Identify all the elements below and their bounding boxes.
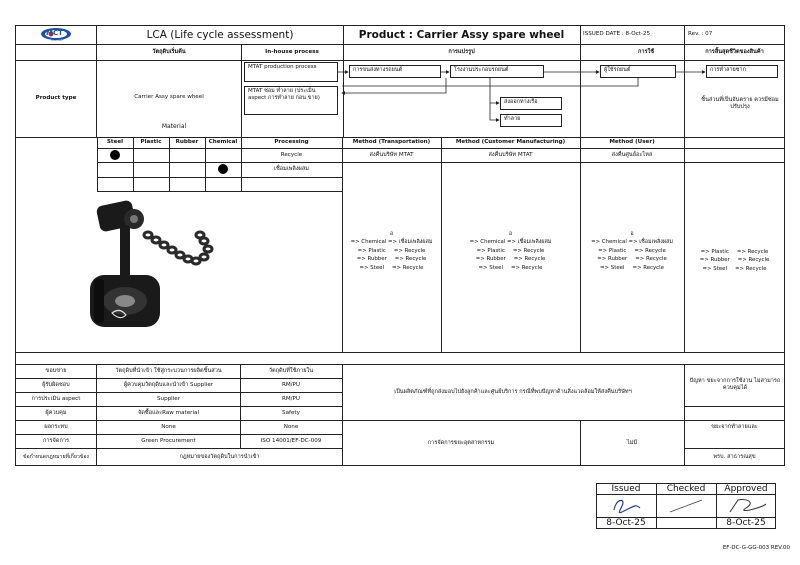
row-scope-label: ขอบข่าย bbox=[45, 367, 67, 374]
row-management-label: การจัดการ bbox=[43, 437, 69, 444]
lca-title: LCA (Life cycle assessment) bbox=[146, 29, 294, 41]
recycle-item: => Recycle bbox=[734, 265, 767, 272]
carrier-assy-picture bbox=[50, 195, 220, 345]
eol-material-list bbox=[684, 248, 785, 273]
rubber-item: => Rubber bbox=[356, 256, 387, 263]
chemical-weld-item: => Chemical => เชื่อมเพลิงผสม bbox=[469, 239, 552, 246]
list-mark: อ bbox=[508, 231, 513, 237]
method-header-user: Method (User) bbox=[609, 139, 655, 145]
approval-issued-header: Issued bbox=[611, 483, 641, 494]
method-header-transport: Method (Transportation) bbox=[352, 139, 431, 145]
approval-approved-date: 8-Oct-25 bbox=[726, 518, 766, 528]
product-type-label: Product type bbox=[35, 95, 77, 101]
steel-item: => Steel bbox=[478, 264, 503, 271]
methods-user-list bbox=[580, 230, 684, 272]
plastic-item: => Plastic bbox=[598, 247, 627, 254]
processing-recycle: Recycle bbox=[280, 151, 303, 158]
row-controller-label: ผู้ควบคุม bbox=[45, 409, 67, 416]
product-title: Product : Carrier Assy spare wheel bbox=[358, 29, 565, 41]
destroy-disposal-box: การทำลายซาก bbox=[706, 65, 778, 78]
row-aspect-label: การประเมิน aspect bbox=[31, 395, 81, 402]
recycle-item: => Recycle bbox=[510, 264, 543, 271]
steel-item: => Steel bbox=[359, 264, 384, 271]
chemical-weld-item: => Chemical => เชื่อมเพลิงผสม bbox=[591, 239, 673, 246]
recycle-item: => Recycle bbox=[513, 256, 546, 263]
method-user-return: ส่งคืนศูนย์อะไหล่ bbox=[611, 151, 653, 158]
list-mark: อ bbox=[630, 231, 634, 237]
stage-eol: การสิ้นสุดชีวิตของสินค้า bbox=[705, 48, 764, 55]
approved-signature bbox=[716, 494, 776, 517]
method-customer-return: ส่งคืนบริษัท MTAT bbox=[488, 151, 533, 158]
row-impact-c2: None bbox=[283, 423, 299, 430]
recycle-item: => Recycle bbox=[512, 247, 545, 254]
checked-signature bbox=[656, 494, 716, 517]
car-user-box: ผู้ใช้รถยนต์ bbox=[600, 65, 676, 78]
row-responsible-c1: ผู้ควบคุมวัตถุดิบและนำเข้า Supplier bbox=[123, 381, 214, 388]
row-controller-c1: จัดซื้อและRaw material bbox=[138, 409, 199, 416]
eol-law: พรบ. สาธารณสุข bbox=[713, 453, 756, 460]
material-header-steel: Steel bbox=[106, 139, 124, 145]
approval-checked-header: Checked bbox=[666, 483, 706, 494]
list-mark: อ bbox=[389, 231, 394, 237]
eol-problem: ปัญหา ขยะจากการใช้งาน ไม่สามารถควบคุมได้ bbox=[689, 378, 781, 391]
row-management-c2: ISO 14001/EF-DC-009 bbox=[260, 437, 322, 444]
logo-subtext: GROUP bbox=[51, 38, 64, 42]
recycle-item: => Recycle bbox=[394, 256, 427, 263]
processing-header: Processing bbox=[274, 139, 309, 145]
ship-export-box: ส่งออกทางเรือ bbox=[500, 97, 562, 110]
rubber-item: => Rubber bbox=[597, 256, 628, 263]
recycle-item: => Recycle bbox=[391, 264, 424, 271]
row-aspect-c1: Supplier bbox=[156, 395, 181, 402]
plastic-item: => Plastic bbox=[357, 247, 386, 254]
issued-date: ISSUED DATE : 8-Oct-25 bbox=[583, 31, 650, 37]
eol-management: ขยะจากทำลายและ bbox=[711, 423, 758, 430]
mtat-repair-box: MTAT ซ่อม ทำลาย (ประเมิน aspect การทำลาย ก่อน ขาย) bbox=[244, 86, 338, 115]
chemical-weld-dot bbox=[218, 164, 228, 174]
plastic-item: => Plastic bbox=[476, 247, 505, 254]
recycle-item: => Recycle bbox=[736, 249, 769, 255]
row-responsible-label: ผู้รับผิดชอบ bbox=[42, 381, 70, 388]
row-law-label: ข้อกำหนดกฎหมายที่เกี่ยวข้อง bbox=[23, 453, 89, 460]
use-management: ไม่มี bbox=[626, 439, 638, 446]
row-impact-c1: None bbox=[161, 423, 176, 430]
row-management-c1: Green Procurement bbox=[141, 437, 196, 444]
steel-item: => Steel bbox=[600, 264, 625, 271]
row-scope-c1: วัตถุดิบที่นำเข้า ใช้สู่กระบวนการผลิตชิ้นส่วน bbox=[115, 367, 222, 374]
rubber-item: => Rubber bbox=[475, 256, 506, 263]
approval-issued-date: 8-Oct-25 bbox=[606, 518, 646, 528]
row-aspect-c2: RM/PU bbox=[281, 395, 301, 402]
steel-recycle-dot bbox=[110, 150, 120, 160]
chemical-weld-item: => Chemical => เชื่อมเพลิงผสม bbox=[350, 239, 433, 246]
recycle-item: => Recycle bbox=[634, 247, 666, 254]
recycle-item: => Recycle bbox=[635, 256, 667, 263]
material-label: Material bbox=[161, 123, 187, 131]
row-responsible-c2: RM/PU bbox=[281, 381, 301, 388]
transport-box: การขนส่งทางรถยนต์ bbox=[349, 65, 441, 78]
recycle-item: => Recycle bbox=[737, 257, 770, 264]
steel-item: => Steel bbox=[702, 265, 727, 272]
processing-weld: เชื่อมเพลิงผสม bbox=[274, 166, 309, 172]
material-header-chemical: Chemical bbox=[208, 139, 238, 145]
mtat-production-box: MTAT production process bbox=[244, 62, 338, 82]
logo-text: MCT bbox=[46, 29, 63, 37]
company-logo bbox=[16, 26, 96, 44]
stage-inhouse: In-house process bbox=[265, 48, 319, 55]
product-name: Carrier Assy spare wheel bbox=[134, 93, 204, 100]
eol-note: ชิ้นส่วนที่เป็นอันตราย ควรมีซ่อมปรับปรุง bbox=[701, 97, 779, 110]
material-header-plastic: Plastic bbox=[140, 139, 162, 145]
method-transport-return: ส่งคืนบริษัท MTAT bbox=[369, 151, 414, 158]
recycle-item: => Recycle bbox=[393, 247, 426, 254]
methods-transport-list bbox=[342, 230, 441, 272]
process-management: การจัดการขยะอุตสาหกรรม bbox=[427, 439, 495, 446]
row-impact-label: ผลกระทบ bbox=[44, 423, 68, 430]
row-law-c12: กฎหมายของวัตถุดิบในการนำเข้า bbox=[179, 453, 260, 460]
destroy-box: ทำลาย bbox=[500, 114, 562, 127]
recycle-item: => Recycle bbox=[632, 264, 664, 271]
revision: Rev. : 07 bbox=[688, 31, 713, 37]
material-header-rubber: Rubber bbox=[175, 139, 199, 145]
plastic-item: => Plastic bbox=[700, 249, 729, 255]
approval-approved-header: Approved bbox=[724, 483, 768, 494]
methods-customer-list bbox=[441, 230, 580, 272]
approval-checked-date bbox=[656, 517, 716, 529]
stage-process: การแปรรูป bbox=[448, 48, 475, 55]
rubber-item: => Rubber bbox=[699, 257, 730, 264]
method-header-customer: Method (Customer Manufacturing) bbox=[455, 139, 566, 145]
assembly-box: โรงงานประกอบรถยนต์ bbox=[450, 65, 544, 78]
stage-material: วัตถุดิบเริ่มต้น bbox=[152, 48, 186, 55]
issued-signature bbox=[596, 494, 656, 517]
process-note: เป็นผลิตภัณฑ์ที่ถูกส่งมอบไปยังลูกค้าและศูนย์บริการ กรณีที่พบปัญหาด้านสิ่งแวดล้อมให้ส่งคืนบริษัทฯ bbox=[394, 388, 632, 395]
row-scope-c2: วัตถุดิบที่ใช้ภายใน bbox=[268, 367, 314, 374]
row-controller-c2: Safety bbox=[282, 409, 300, 416]
document-code: EF-DC-G-GG-003 REV.00 bbox=[722, 545, 790, 551]
stage-use: การใช้ bbox=[637, 48, 654, 55]
